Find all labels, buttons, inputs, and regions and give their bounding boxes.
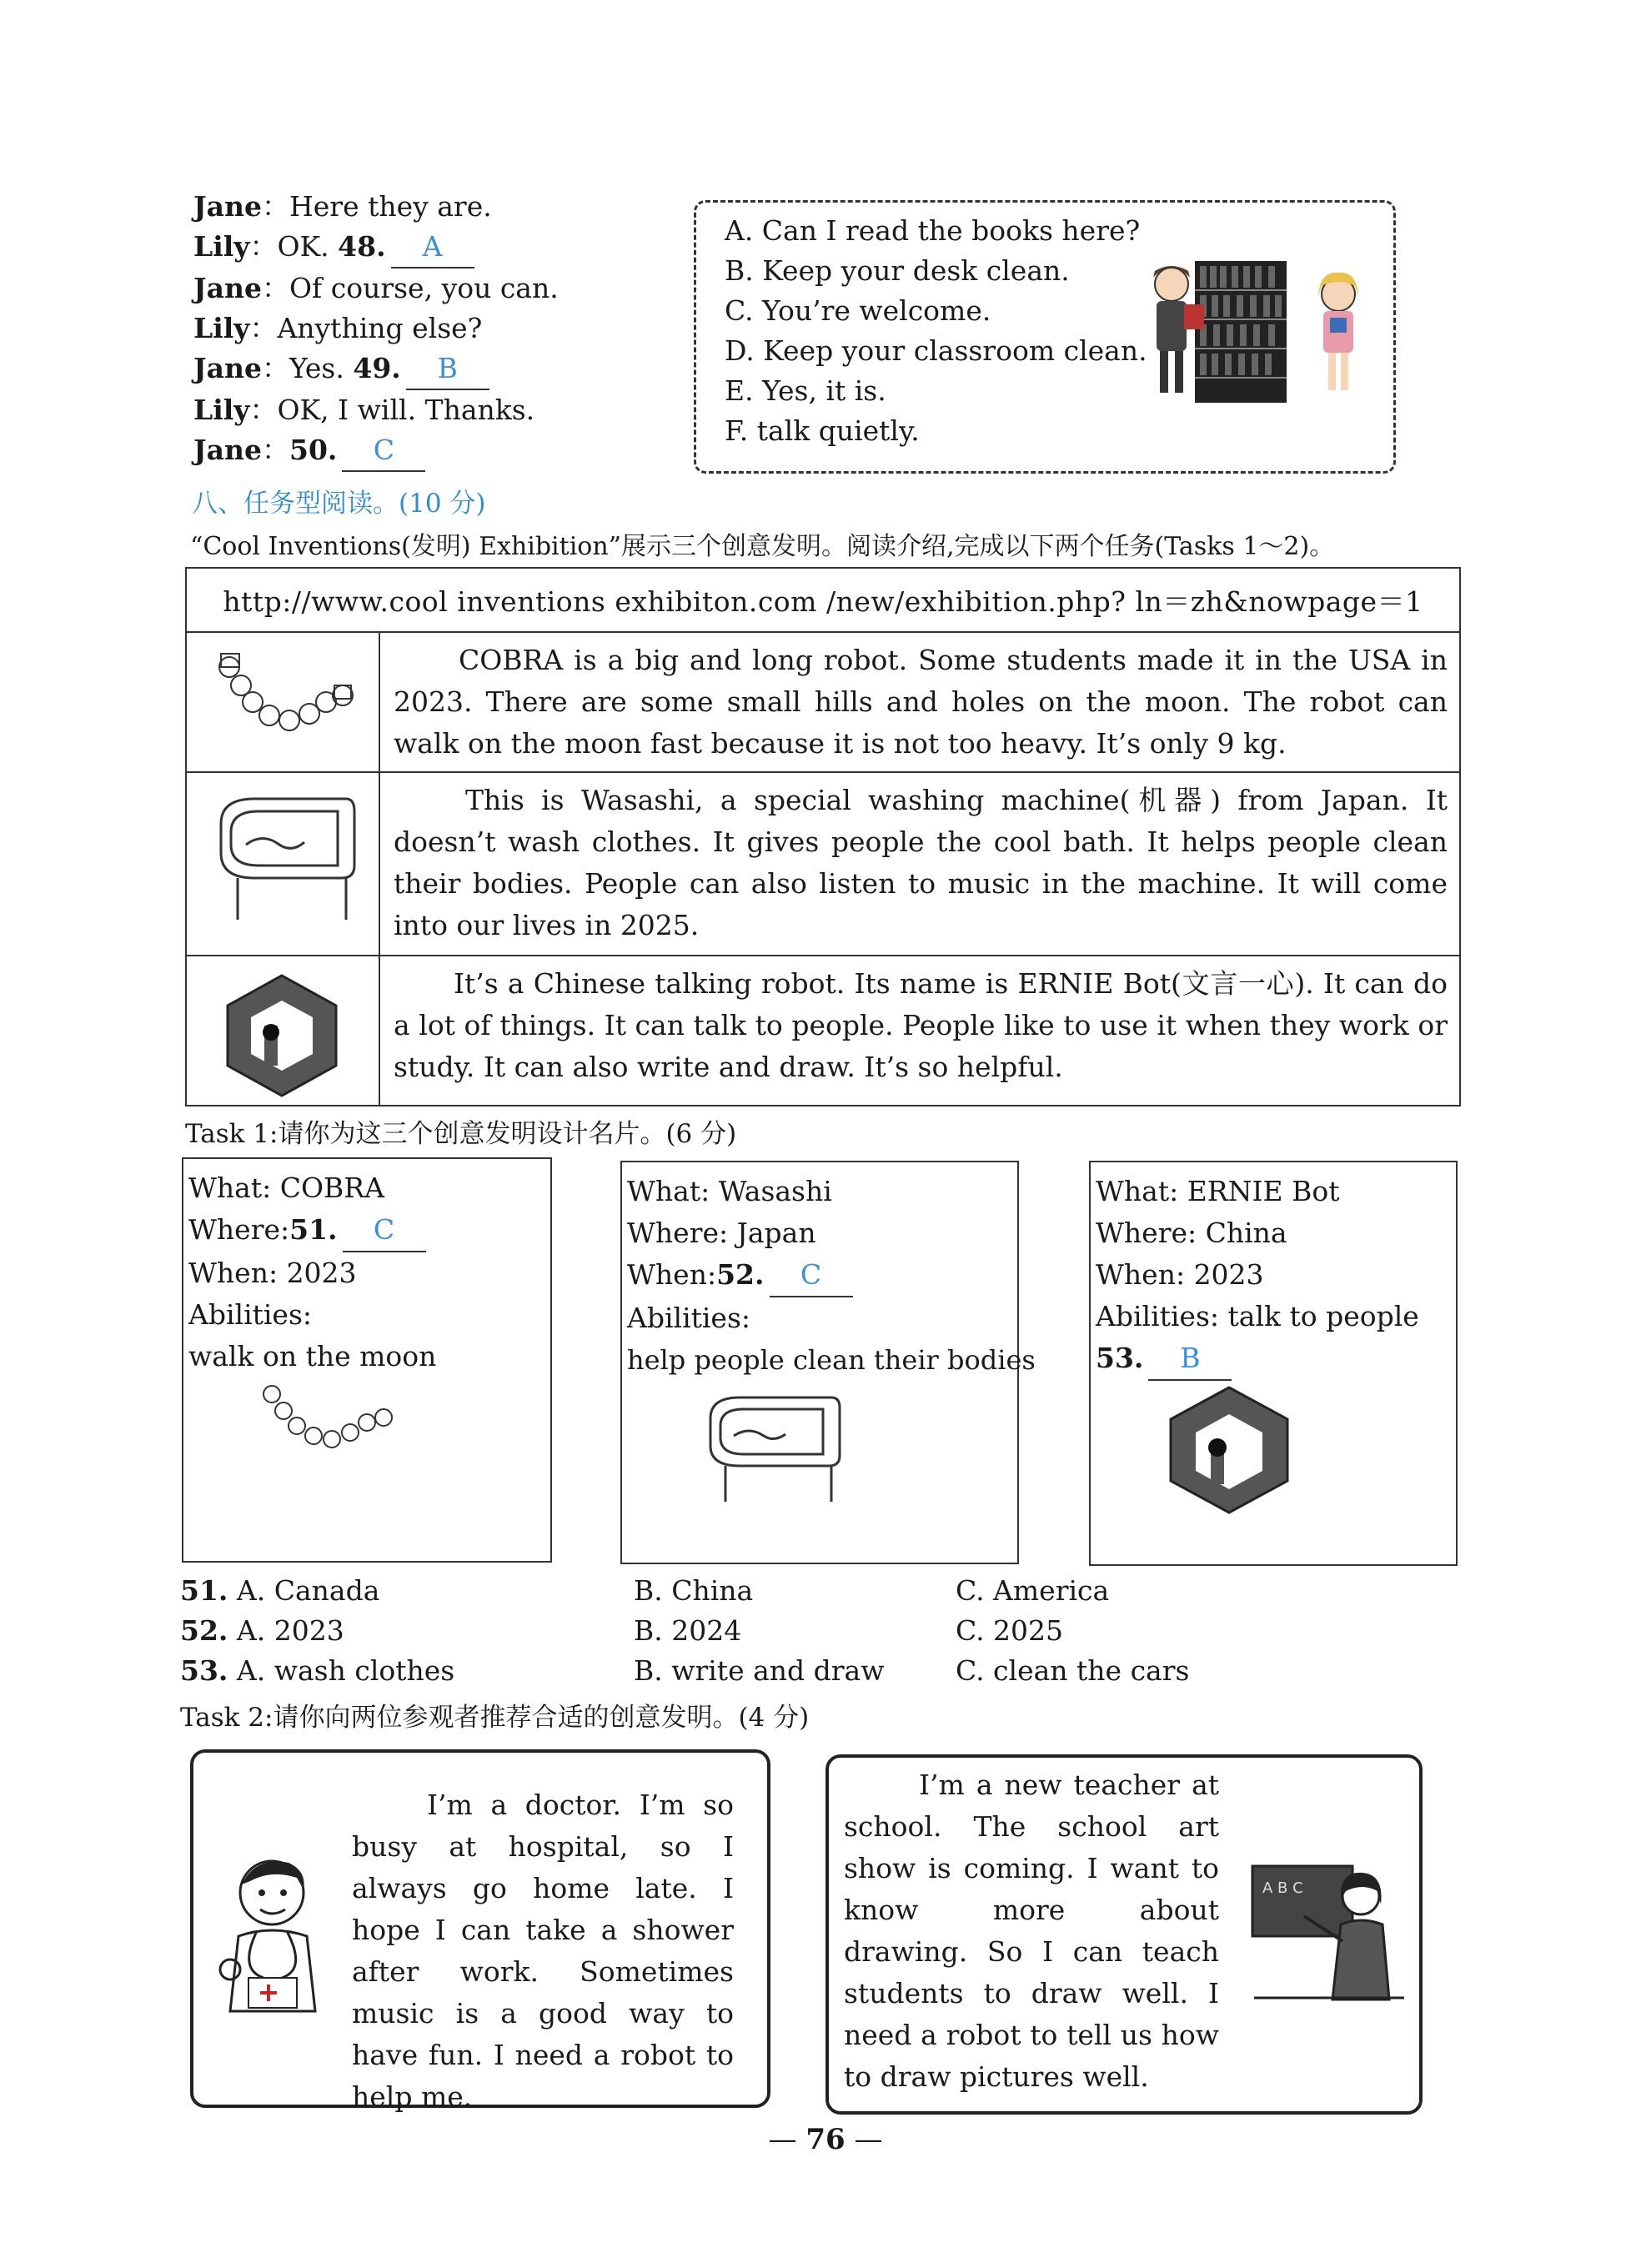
visitor-card-teacher bbox=[826, 1754, 1423, 2115]
page-number: — 76 — bbox=[768, 2123, 883, 2156]
dialogue-line: Lily：Anything else? bbox=[193, 312, 483, 344]
ernie-bot-logo-icon bbox=[1154, 1381, 1304, 1514]
invention-image-cell bbox=[186, 772, 379, 956]
cobra-robot-icon bbox=[188, 634, 376, 759]
invention-image-cell bbox=[186, 956, 379, 1106]
choice-option[interactable]: C. America bbox=[956, 1574, 1110, 1607]
choice-option[interactable]: B. 2024 bbox=[634, 1614, 742, 1647]
visitor-card-doctor bbox=[190, 1749, 770, 2113]
choice-option[interactable]: C. 2025 bbox=[956, 1614, 1064, 1647]
visitor-text: I’m a new teacher at school. The school art show is coming. I want to know more about drawing. So I can teach students to draw well. I need a robot to tell us how to draw pictures well. bbox=[844, 1769, 1219, 2093]
visitor-text: I’m a doctor. I’m so busy at hospital, so I always go home late. I hope I can take a shower after work. Sometimes music is a good way to have fun. I need a robot to help me. bbox=[352, 1789, 734, 2113]
dialogue bbox=[193, 187, 559, 472]
choice-option[interactable]: B. write and draw bbox=[634, 1654, 885, 1687]
section-title: 八、任务型阅读。(10 分) bbox=[192, 489, 486, 519]
name-card-cobra: What: COBRA Where:51. C When: 2023 Abilities: walk on the moon bbox=[182, 1157, 552, 1563]
section-intro: “Cool Inventions(发明) Exhibition”展示三个创意发明。阅读介绍,完成以下两个任务(Tasks 1～2)。 bbox=[190, 532, 1335, 561]
task1-title: Task 1:请你为这三个创意发明设计名片。(6 分) bbox=[185, 1119, 737, 1149]
dialogue-line: Lily：OK. 48. A bbox=[193, 227, 559, 268]
answer-blank[interactable]: B bbox=[406, 349, 489, 390]
invention-text: This is Wasashi, a special washing machine(机器) from Japan. It doesn’t wash clothes. It gives people the cool bath. It helps people clean their bodies. People can also listen to music in the machine. It will come into our lives in 2025. bbox=[379, 772, 1460, 956]
exhibition-url[interactable]: http://www.cool inventions exhibiton.com /new/exhibition.php? ln＝zh&nowpage＝1 bbox=[186, 568, 1460, 632]
washing-machine-icon bbox=[188, 774, 376, 932]
dialogue-line: Jane：Yes. 49. B bbox=[193, 349, 559, 390]
choice-option[interactable]: B. China bbox=[634, 1574, 754, 1607]
option-item: C. You’re welcome. bbox=[725, 294, 991, 327]
invention-text: It’s a Chinese talking robot. Its name is ERNIE Bot(文言一心). It can do a lot of things. It can talk to people. People like to use it when they work or study. It can also write and draw. It’s so helpful. bbox=[379, 956, 1460, 1106]
answer-blank[interactable]: B bbox=[1148, 1337, 1232, 1381]
blackboard-text: A B C bbox=[1262, 1879, 1303, 1897]
option-item: E. Yes, it is. bbox=[725, 374, 886, 407]
answer-blank[interactable]: C bbox=[343, 1209, 426, 1252]
doctor-icon bbox=[205, 1844, 339, 2028]
option-item: A. Can I read the books here? bbox=[725, 214, 1141, 247]
dialogue-line: Lily：OK, I will. Thanks. bbox=[193, 394, 535, 426]
option-item: B. Keep your desk clean. bbox=[725, 254, 1070, 287]
option-item: F. talk quietly. bbox=[725, 414, 920, 447]
inventions-table bbox=[185, 567, 1461, 1106]
task2-title: Task 2:请你向两位参观者推荐合适的创意发明。(4 分) bbox=[180, 1703, 810, 1733]
option-item: D. Keep your classroom clean. bbox=[725, 334, 1147, 367]
answer-blank[interactable]: C bbox=[770, 1254, 853, 1297]
dialogue-line: Jane：Here they are. bbox=[193, 190, 492, 223]
name-card-wasashi: What: Wasashi Where: Japan When:52. C Abilities: help people clean their bodies bbox=[620, 1161, 1019, 1564]
teacher-icon bbox=[1246, 1849, 1413, 2016]
washing-machine-icon bbox=[685, 1381, 869, 1506]
choice-option[interactable]: C. clean the cars bbox=[956, 1654, 1190, 1687]
library-illustration bbox=[1138, 253, 1388, 411]
invention-text: COBRA is a big and long robot. Some students made it in the USA in 2023. There are some small hills and holes on the moon. The robot can walk on the moon fast because it is not too heavy. It’s only 9 kg. bbox=[379, 632, 1460, 772]
answer-blank[interactable]: A bbox=[391, 227, 474, 268]
invention-image-cell bbox=[186, 632, 379, 772]
dialogue-line: Jane：Of course, you can. bbox=[193, 272, 559, 304]
cobra-robot-icon bbox=[247, 1377, 414, 1469]
name-card-ernie-bot: What: ERNIE Bot Where: China When: 2023 Abilities: talk to people 53. B bbox=[1089, 1161, 1458, 1566]
dialogue-line: Jane：50. C bbox=[193, 430, 559, 472]
options-box bbox=[694, 200, 1396, 474]
ernie-bot-logo-icon bbox=[188, 957, 376, 1099]
answer-blank[interactable]: C bbox=[342, 430, 425, 472]
